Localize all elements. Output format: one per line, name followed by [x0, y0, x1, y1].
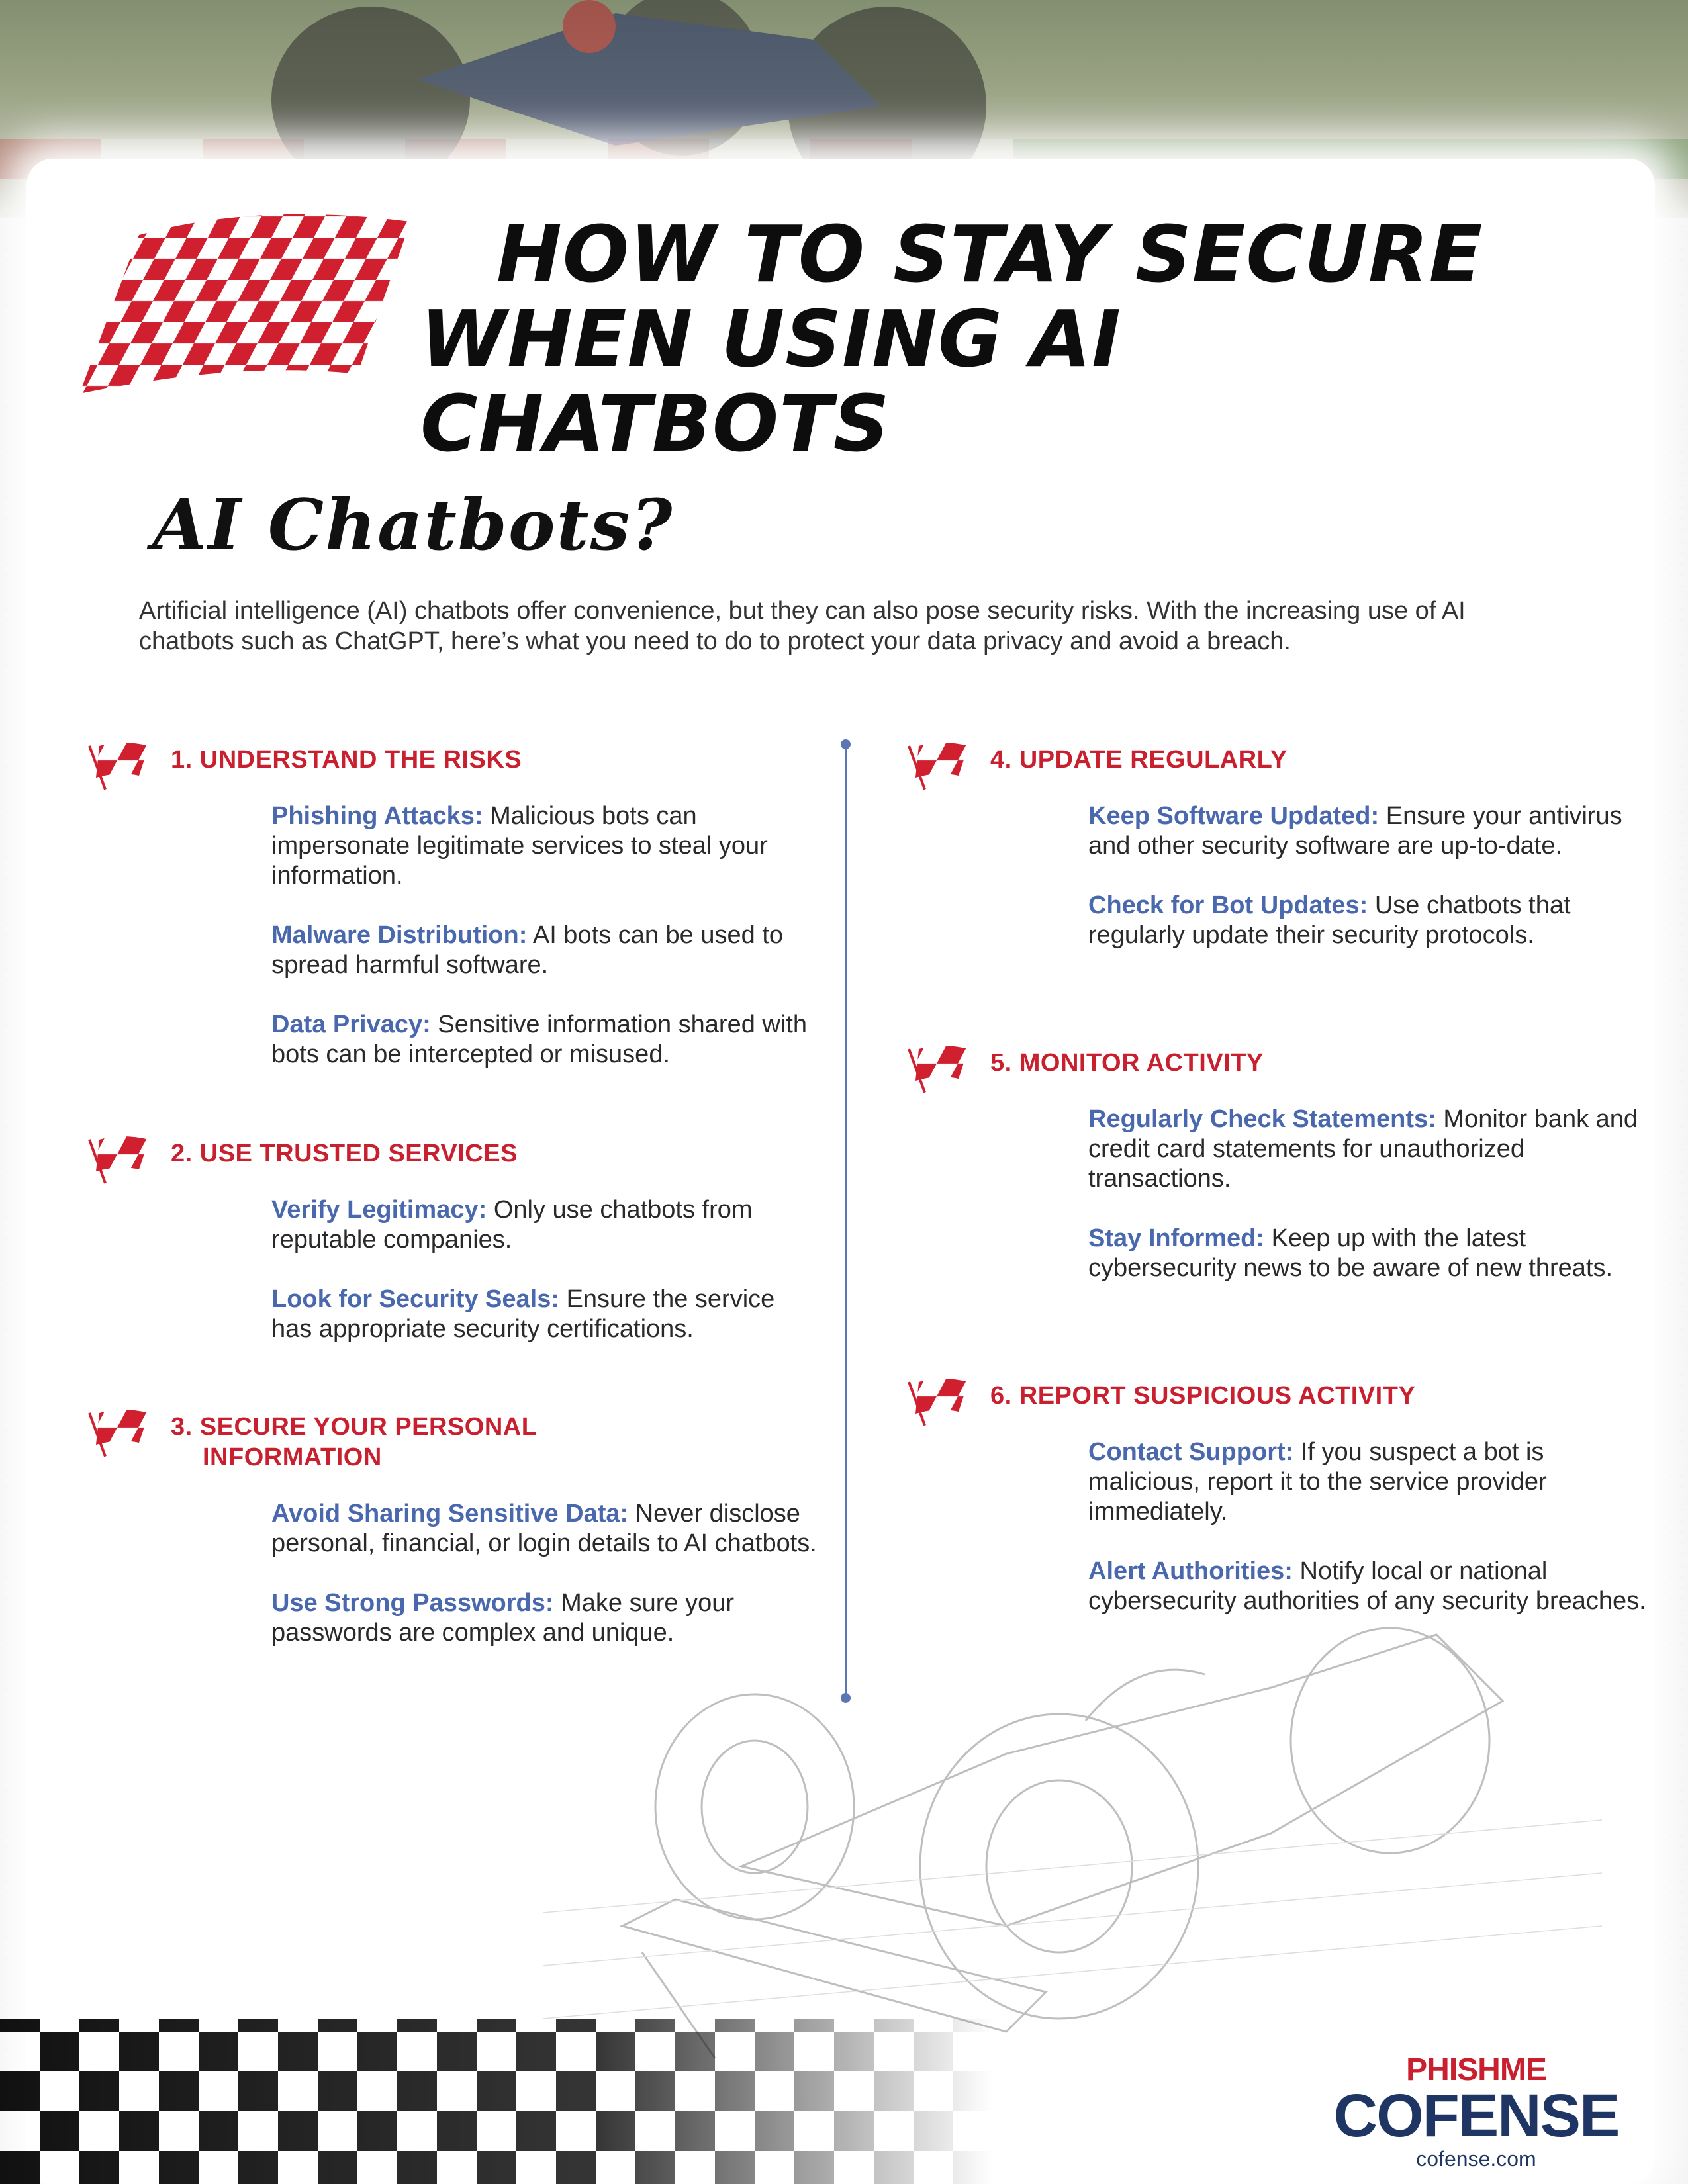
- section-header: [906, 1381, 1647, 1411]
- list-item: [271, 801, 821, 891]
- section-title: 2. USE TRUSTED SERVICES: [171, 1140, 518, 1167]
- checkered-flag-icon: [86, 1406, 152, 1459]
- section-title: [86, 1412, 821, 1473]
- list-item: [271, 1010, 821, 1069]
- page-title: [410, 208, 1602, 469]
- item-label: Alert Authorities:: [1088, 1557, 1293, 1585]
- title-line-2: WHEN USING AI CHATBOTS: [420, 293, 1121, 469]
- item-label: Use Strong Passwords:: [271, 1589, 554, 1617]
- checkered-flag-icon: [86, 739, 152, 792]
- item-text: Only use chatbots from reputable companies.: [271, 1196, 753, 1253]
- logo-cofense: COFENSE: [1333, 2082, 1619, 2150]
- section-title: 5. MONITOR ACTIVITY: [990, 1049, 1264, 1077]
- item-list: [1088, 801, 1647, 950]
- item-list: [271, 1195, 821, 1344]
- item-list: [1088, 1105, 1647, 1283]
- item-list: [271, 801, 821, 1069]
- item-label: Keep Software Updated:: [1088, 802, 1380, 830]
- section-header: [86, 745, 821, 775]
- checkered-flag-icon: [906, 739, 972, 792]
- section-title-line-2: INFORMATION: [203, 1443, 382, 1471]
- item-label: Phishing Attacks:: [271, 802, 483, 830]
- checkered-flag-icon: [906, 1375, 972, 1428]
- list-item: [1088, 1224, 1647, 1283]
- column-divider: [845, 745, 847, 1698]
- item-label: Data Privacy:: [271, 1011, 431, 1038]
- section-header: [86, 1412, 821, 1473]
- item-text: Use chatbots that regularly update their security protocols.: [1088, 891, 1571, 949]
- section-title: 6. REPORT SUSPICIOUS ACTIVITY: [990, 1382, 1416, 1410]
- list-item: [1088, 1437, 1647, 1527]
- section-header: [906, 745, 1647, 775]
- list-item: [271, 1285, 821, 1344]
- item-text: Ensure the service has appropriate security certifications.: [271, 1285, 775, 1343]
- checkered-flag-icon: [40, 195, 424, 407]
- list-item: [1088, 1105, 1647, 1194]
- item-label: Verify Legitimacy:: [271, 1196, 487, 1224]
- list-item: [271, 1499, 821, 1559]
- section-header: [86, 1138, 821, 1169]
- checkered-flag-icon: [906, 1042, 972, 1095]
- item-label: Look for Security Seals:: [271, 1285, 560, 1313]
- intro-heading: AI Chatbots?: [152, 483, 674, 566]
- item-label: Stay Informed:: [1088, 1224, 1265, 1252]
- section-title: 1. UNDERSTAND THE RISKS: [171, 746, 522, 774]
- section-monitor-activity: [906, 1048, 1647, 1313]
- list-item: [271, 1195, 821, 1255]
- section-understand-risks: [86, 745, 821, 1099]
- section-header: [906, 1048, 1647, 1078]
- item-text: Monitor bank and credit card statements for unauthorized transactions.: [1088, 1105, 1638, 1193]
- item-text: Never disclose personal, financial, or login details to AI chatbots.: [271, 1500, 817, 1557]
- item-label: Contact Support:: [1088, 1438, 1294, 1466]
- list-item: [1088, 891, 1647, 950]
- intro-paragraph: Artificial intelligence (AI) chatbots offer convenience, but they can also pose security risks. With the increasing use of AI chatbots such as ChatGPT, here’s what you need to do to protect your data privacy and avoid a breach.: [139, 597, 1466, 655]
- cofense-logo: [1317, 2052, 1635, 2171]
- item-label: Avoid Sharing Sensitive Data:: [271, 1500, 629, 1527]
- checkered-flag-icon: [86, 1133, 152, 1186]
- item-text: AI bots can be used to spread harmful software.: [271, 921, 783, 979]
- section-trusted-services: [86, 1138, 821, 1374]
- item-label: Check for Bot Updates:: [1088, 891, 1368, 919]
- section-update-regularly: [906, 745, 1647, 980]
- item-text: If you suspect a bot is malicious, report it to the service provider immediately.: [1088, 1438, 1547, 1525]
- list-item: [271, 921, 821, 980]
- website-url: cofense.com: [1416, 2147, 1536, 2171]
- item-text: Ensure your antivirus and other security software are up-to-date.: [1088, 802, 1622, 860]
- logo-phishme: PHISHME: [1406, 2052, 1546, 2087]
- item-label: Regularly Check Statements:: [1088, 1105, 1436, 1133]
- item-text: Make sure your passwords are complex and unique.: [271, 1589, 735, 1647]
- item-text: Notify local or national cybersecurity authorities of any security breaches.: [1088, 1557, 1646, 1615]
- section-title: 4. UPDATE REGULARLY: [990, 746, 1288, 774]
- checkered-pattern-decoration: [0, 1992, 993, 2184]
- item-text: Keep up with the latest cybersecurity news to be aware of new threats.: [1088, 1224, 1613, 1282]
- item-text: Sensitive information shared with bots can be intercepted or misused.: [271, 1011, 807, 1068]
- title-line-1: HOW TO STAY SECURE: [496, 208, 1483, 300]
- item-text: Malicious bots can impersonate legitimate services to steal your information.: [271, 802, 768, 889]
- section-title-line-1: 3. SECURE YOUR PERSONAL: [171, 1413, 538, 1441]
- item-label: Malware Distribution:: [271, 921, 528, 949]
- list-item: [1088, 801, 1647, 861]
